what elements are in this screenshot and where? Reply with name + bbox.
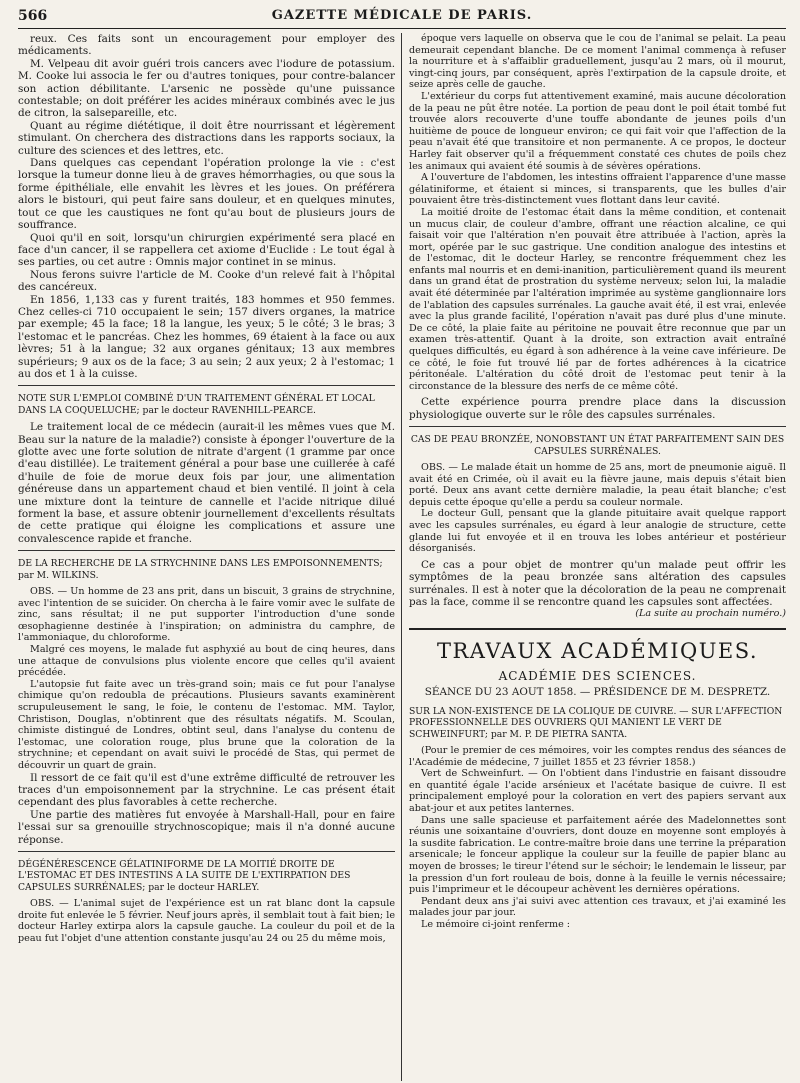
left-column xyxy=(18,33,402,1081)
paragraph: OBS. — Un homme de 23 ans prit, dans un biscuit, 3 grains de strychnine, avec l'intention de se suicider. On chercha à le faire vomir avec le sulfate de zinc, sans résultat; il ne put supporter l'introduction d'une sonde œsophagienne destinée à l'inspiration; on administra du camphre, de l'ammoniaque, du chloroforme. xyxy=(18,586,395,644)
paragraph: reux. Ces faits sont un encouragement pour employer des médicaments. xyxy=(18,33,395,58)
paragraph: Vert de Schweinfurt. — On l'obtient dans l'industrie en faisant dissoudre en quantité égale l'acide arsénieux et l'acétate basique de cuivre. Il est principalement employé pour la coloration en vert des papiers servant aux abat-jour et aux petites lanternes. xyxy=(409,768,786,814)
paragraph: A l'ouverture de l'abdomen, les intestins offraient l'apparence d'une masse gélatiniforme, et étaient si minces, si transparents, que les bulles d'air pouvaient être très-distinctement vues flottant dans leur cavité. xyxy=(409,172,786,207)
paragraph: M. Velpeau dit avoir guéri trois cancers avec l'iodure de potassium. M. Cooke lui associa le fer ou d'autres toniques, pour contre-balancer son action débilitante. L'arsenic ne possède qu'une puissance contestable; on doit préférer les acides minéraux combinés avec le jus de citron, la salsepareille, etc. xyxy=(18,57,395,120)
paragraph: (Pour le premier de ces mémoires, voir les comptes rendus des séances de l'Académie de médecine, 7 juillet 1855 et 23 février 1858.) xyxy=(409,745,786,768)
page-header xyxy=(18,6,786,29)
paragraph: époque vers laquelle on observa que le cou de l'animal se pelait. La peau demeurait cependant blanche. De ce moment l'animal commença à refuser la nourriture et à s'affaiblir graduellement, jusqu'au 2 mars, où il mourut, vingt-cinq jours, par conséquent, après l'extirpation de la capsule droite, et seize après celle de gauche. xyxy=(409,33,786,91)
paragraph: Le traitement local de ce médecin (aurait-il les mêmes vues que M. Beau sur la nature de la maladie?) consiste à éponger l'ouverture de la glotte avec une forte solution de nitrate d'argent (1 gramme par once d'eau distillée). Le traitement général a pour base une cuillerée à café d'huile de foie de morue deux fois par jour, une alimentation généreuse dans un appartement chaud et bien ventilé. Il joint à cela une mixture dont la teinture de cannelle et l'acide nitrique dilué forment la base, et assure obtenir journellement d'excellents résultats de cette pratique qui éloigne les complications et assure une convalescence rapide et franche. xyxy=(18,421,395,545)
section-rule xyxy=(409,628,786,630)
two-column-body xyxy=(18,33,786,1081)
paragraph: OBS. — L'animal sujet de l'expérience est un rat blanc dont la capsule droite fut enlevée le 5 février. Neuf jours après, il semblait tout à fait bien; le docteur Harley extirpa alors la capsule gauche. La couleur du poil et de la peau fut l'objet d'une attention constante jusqu'au 24 ou 25 du même mois, xyxy=(18,898,395,944)
paragraph: Malgré ces moyens, le malade fut asphyxié au bout de cinq heures, dans une attaque de convulsions plus violente encore que celles qu'il avaient précédée. xyxy=(18,644,395,679)
academie-heading: ACADÉMIE DES SCIENCES. xyxy=(498,669,697,683)
paragraph: Une partie des matières fut envoyée à Marshall-Hall, pour en faire l'essai sur sa grenouille strychnoscopique; mais il n'a donné aucune réponse. xyxy=(18,808,395,846)
section-heading: CAS DE PEAU BRONZÉE, NONOBSTANT UN ÉTAT PARFAITEMENT SAIN DES CAPSULES SURRÉNALES. xyxy=(410,434,785,457)
paragraph: OBS. — Le malade était un homme de 25 ans, mort de pneumonie aiguë. Il avait été en Crimée, où il avait eu la fièvre jaune, mais depuis s'était bien porté. Deux ans avant cette dernière maladie, la peau était blanche; c'est depuis cette époque qu'elle a perdu sa couleur normale. xyxy=(409,462,786,508)
paragraph: La moitié droite de l'estomac était dans la même condition, et contenait un mucus clair, de couleur d'ambre, offrant une réaction alcaline, ce qui faisait voir que l'altération n'en pouvait être attribuée à l'action, après la mort, opérée par le suc gastrique. Une condition analogue des intestins et de l'estomac, dit le docteur Harley, se rencontre fréquemment chez les enfants mal nourris et en demi-inanition, particulièrement quand ils meurent dans un grand état de prostration du système nerveux; selon lui, la maladie avait été déterminée par l'altération imprimée au système ganglionnaire lors de l'ablation des capsules surrénales. La gauche avait été, il est vrai, enlevée avec la plus grande facilité, l'opération n'avait pas duré plus d'une minute. De ce côté, la plaie faite au péritoine ne pouvait être reconnue que par un examen très-attentif. Quant à la droite, son extraction avait entraîné quelques difficultés, eu égard à son adhérence à la veine cave inférieure. De ce côté, le foie fut trouvé lié par de fortes adhérences à la cicatrice péritonéale. L'altération du côté droit de l'estomac peut tenir à la circonstance de la blessure des nerfs de ce même côté. xyxy=(409,206,786,392)
paragraph: Quant au régime diététique, il doit être nourrissant et légèrement stimulant. On cherchera des distractions dans les rapports sociaux, la culture des sciences et des lettres, etc. xyxy=(18,119,395,157)
seance-line: SÉANCE DU 23 AOUT 1858. — PRÉSIDENCE DE M. DESPRETZ. xyxy=(424,686,771,699)
right-column xyxy=(402,33,786,1081)
section-heading: SUR LA NON-EXISTENCE DE LA COLIQUE DE CUIVRE. — SUR L'AFFECTION PROFESSIONNELLE DES OUVRIERS QUI MANIENT LE VERT DE SCHWEINFURT; par M. P. DE PIETRA SANTA. xyxy=(409,705,783,740)
paragraph: Pendant deux ans j'ai suivi avec attention ces travaux, et j'ai examiné les malades jour par jour. xyxy=(409,895,786,919)
paragraph: Le mémoire ci-joint renferme : xyxy=(421,918,571,930)
journal-title: GAZETTE MÉDICALE DE PARIS. xyxy=(271,8,533,23)
section-heading: DÉGÉNÉRESCENCE GÉLATINIFORME DE LA MOITIÉ DROITE DE L'ESTOMAC ET DES INTESTINS A LA SUITE DE L'EXTIRPATION DES CAPSULES SURRÉNALES; par le docteur HARLEY. xyxy=(18,859,351,893)
paragraph: Ce cas a pour objet de montrer qu'un malade peut offrir les symptômes de la peau bronzée sans altération des capsules surrénales. Il est à noter que la décoloration de la peau ne comprenait pas la face, comme il se rencontre quand les capsules sont affectées. xyxy=(409,558,786,608)
section-divider xyxy=(409,426,786,427)
paragraph: En 1856, 1,133 cas y furent traités, 183 hommes et 950 femmes. Chez celles-ci 710 occupaient le sein; 157 divers organes, la matrice par exemple; 45 la face; 18 la langue, les yeux; 5 le côté; 3 le bras; 3 l'estomac et le pancréas. Chez les hommes, 69 étaient à la face ou aux lèvres; 51 à la langue; 32 aux organes génitaux; 13 aux membres supérieurs; 9 aux os de la face; 3 au sein; 2 aux yeux; 2 à l'estomac; 1 au dos et 1 à la cuisse. xyxy=(18,293,395,380)
section-divider xyxy=(18,385,395,386)
paragraph: Cette expérience pourra prendre place dans la discussion physiologique ouverte sur le rôle des capsules surrénales. xyxy=(409,396,786,421)
continued-note: (La suite au prochain numéro.) xyxy=(635,608,786,620)
section-divider xyxy=(18,550,395,551)
paragraph: Le docteur Gull, pensant que la glande pituitaire avait quelque rapport avec les capsules surrénales, eu égard à leur analogie de structure, cette glande lui fut envoyée et il en trouva les lobes antérieur et postérieur désorganisés. xyxy=(409,508,786,555)
paragraph: L'autopsie fut faite avec un très-grand soin; mais ce fut pour l'analyse chimique qu'on redoubla de précautions. Plusieurs savants examinèrent scrupuleusement le sang, le foie, le contenu de l'estomac. MM. Taylor, Christison, Douglas, n'obtinrent que des résultats négatifs. M. Scoulan, chimiste distingué de Londres, obtint seul, dans l'analyse du contenu de l'estomac, une coloration rouge, plus brune que la coloration de la strychnine; et cependant on avait suivi le procédé de Stas, qui permet de découvrir un quart de grain. xyxy=(18,678,395,771)
paragraph: Dans quelques cas cependant l'opération prolonge la vie : c'est lorsque la tumeur donne lieu à de graves hémorrhagies, ou que sous la forme épithéliale, elle envahit les lèvres et les joues. On préférera alors le bistouri, qui peut faire sans douleur, et en quelques minutes, tout ce que les caustiques ne font qu'au bout de plusieurs jours de souffrance. xyxy=(18,157,395,232)
paragraph: Nous ferons suivre l'article de M. Cooke d'un relevé fait à l'hôpital des cancéreux. xyxy=(18,268,395,294)
section-heading: NOTE SUR L'EMPLOI COMBINÉ D'UN TRAITEMENT GÉNÉRAL ET LOCAL DANS LA COQUELUCHE; par le docteur RAVENHILL-PEARCE. xyxy=(18,393,375,416)
paragraph: Quoi qu'il en soit, lorsqu'un chirurgien expérimenté sera placé en face d'un cancer, il se rappellera cet axiome d'Euclide : Le tout égal à ses parties, ou cet autre : Omnis major continet in se minus. xyxy=(18,231,395,269)
paragraph: L'extérieur du corps fut attentivement examiné, mais aucune décoloration de la peau ne pût être notée. La portion de peau dont le poil était tombé fut trouvée alors recouverte d'une touffe abondante de jeunes poils d'un huitième de pouce de longueur environ; ce qui fait voir que l'affection de la peau n'avait été que transitoire et non permanente. A ce propos, le docteur Harley fait observer qu'il a fréquemment constaté ces chutes de poils chez les animaux qui avaient été soumis à de sévères opérations. xyxy=(409,90,786,172)
paragraph: Dans une salle spacieuse et parfaitement aérée des Madelonnettes sont réunis une soixantaine d'ouvriers, dont douze en moyenne sont employés à la susdite fabrication. Le contre-maître broie dans une terrine la préparation arsenicale; le fonceur applique la couleur sur la feuille de papier blanc au moyen de brosses; le tireur l'étend sur le séchoir; le lendemain le lisseur, par la pression d'un fort rouleau de bois, donne à la feuille le vernis nécessaire; puis l'imprimeur et le découpeur achèvent les dernières opérations. xyxy=(409,814,786,896)
section-heading: DE LA RECHERCHE DE LA STRYCHNINE DANS LES EMPOISONNEMENTS; par M. WILKINS. xyxy=(18,558,383,581)
travaux-heading: TRAVAUX ACADÉMIQUES. xyxy=(436,639,759,663)
section-divider xyxy=(18,851,395,852)
paragraph: Il ressort de ce fait qu'il est d'une extrême difficulté de retrouver les traces d'un empoisonnement par la strychnine. Le cas présent était cependant des plus favorables à cette recherche. xyxy=(18,771,395,809)
page-number: 566 xyxy=(18,8,48,24)
